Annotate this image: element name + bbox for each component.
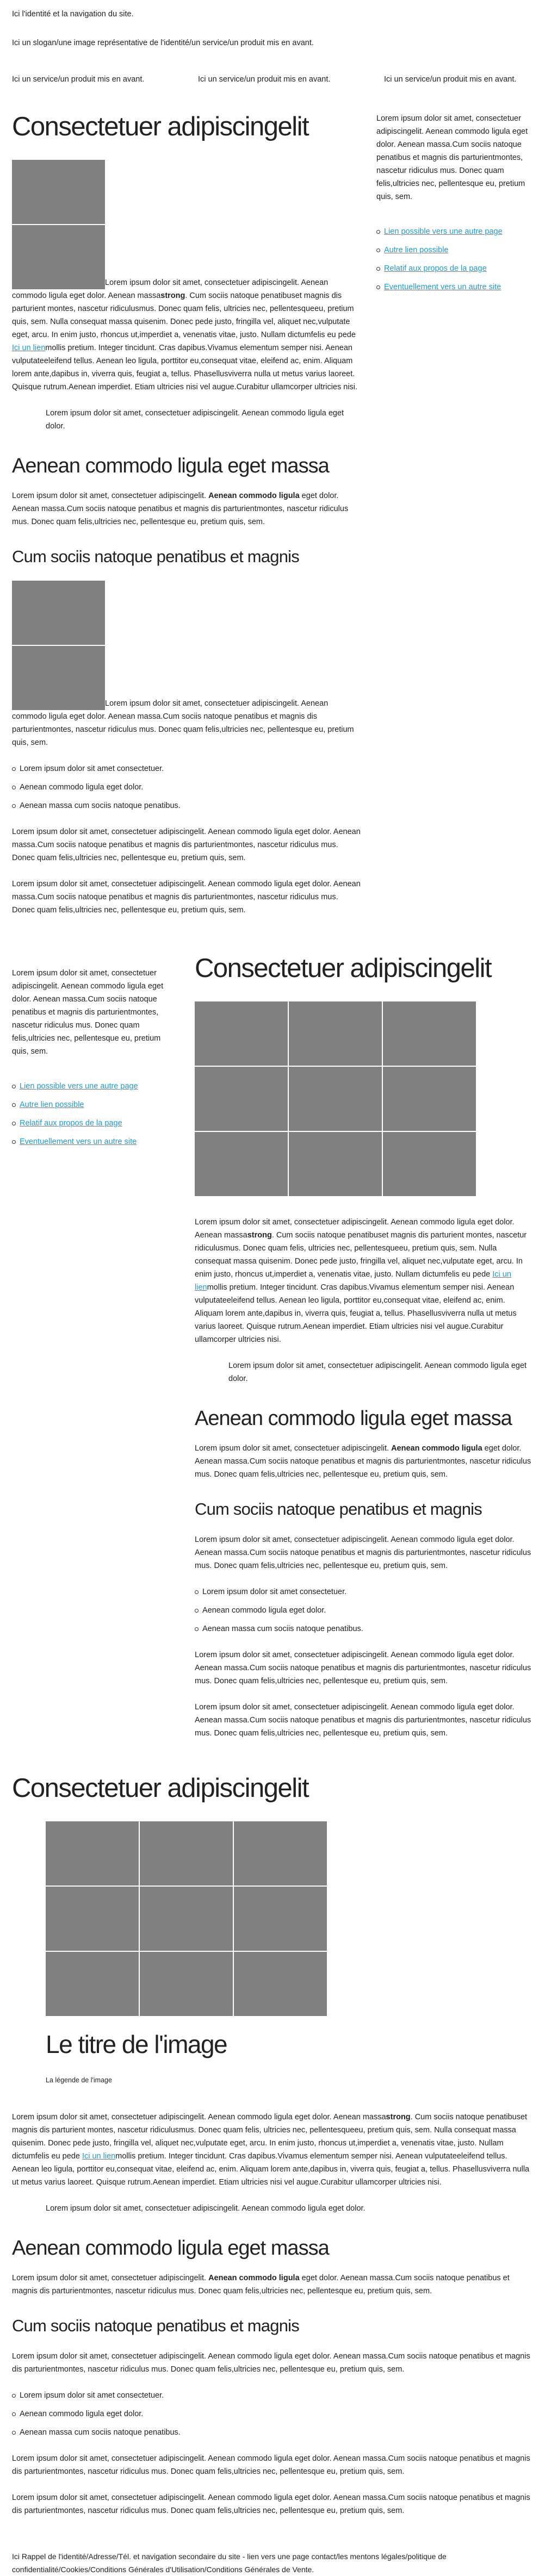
section-1 <box>12 111 533 930</box>
bold-paragraph: Lorem ipsum dolor sit amet, consectetuer adipiscingelit. Aenean commodo ligula eget dolor. Aenean massa.Cum sociis natoque penatibus et magnis dis parturientmontes, nascetur ridiculus mus. Donec quam felis,ultricies nec, pellentesque eu, pretium quis, sem. <box>12 491 349 526</box>
figure-title: Le titre de l'image <box>46 2030 227 2058</box>
sidebar-link[interactable]: Autre lien possible <box>20 1100 84 1109</box>
image-tile <box>289 1067 382 1131</box>
sidebar-link-item <box>12 1098 175 1111</box>
image-tile <box>46 1952 139 2016</box>
paragraph: Lorem ipsum dolor sit amet, consectetuer adipiscingelit. Aenean commodo ligula eget dolor. Aenean massa.Cum sociis natoque penatibus et magnis dis parturientmontes, nascetur ridiculus mus. Donec quam felis,ultricies nec, pellentesque eu, pretium quis, sem. <box>12 827 361 862</box>
sidebar-link-item <box>376 281 533 294</box>
figure-caption: La légende de l'image <box>46 2076 112 2084</box>
image-tile <box>289 1132 382 1196</box>
inline-link[interactable]: Ici un lien <box>82 2152 116 2161</box>
image-placeholder <box>12 160 105 289</box>
circle-bullet-icon <box>195 1590 199 1594</box>
list-item: Aenean massa cum sociis natoque penatibus. <box>12 799 363 812</box>
main-content <box>12 111 363 930</box>
inline-link[interactable]: Ici un lien <box>195 1270 511 1292</box>
paragraph: Lorem ipsum dolor sit amet, consectetuer adipiscingelit. Aenean commodo ligula eget dolor. Aenean massa.Cum sociis natoque penatibus et magnis dis parturientmontes, nascetur ridiculus mus. Donec quam felis,ultricies nec, pellentesque eu, pretium quis, sem. <box>12 2352 530 2374</box>
list-item: Lorem ipsum dolor sit amet consectetuer. <box>12 762 363 775</box>
service-3: Ici un service/un produit mis en avant. <box>384 75 517 84</box>
image-tile <box>195 1132 288 1196</box>
sidebar-link[interactable]: Relatif aux propos de la page <box>20 1119 122 1128</box>
image-tile <box>46 1887 139 1951</box>
paragraph: Lorem ipsum dolor sit amet, consectetuer adipiscingelit. Aenean commodo ligula eget dolor. Aenean massa.Cum sociis natoque penatibus et magnis dis parturientmontes, nascetur ridiculus mus. Donec quam felis,ultricies nec, pellentesque eu, pretium quis, sem. <box>12 2454 530 2476</box>
circle-bullet-icon <box>195 1609 199 1613</box>
subheading-3: Cum sociis natoque penatibus et magnis <box>195 1499 482 1519</box>
circle-bullet-icon <box>12 804 16 808</box>
circle-bullet-icon <box>195 1627 199 1631</box>
bold-paragraph: Lorem ipsum dolor sit amet, consectetuer adipiscingelit. Aenean commodo ligula eget dolor. Aenean massa.Cum sociis natoque penatibus et magnis dis parturientmontes, nascetur ridiculus mus. Donec quam felis,ultricies nec, pellentesque eu, pretium quis, sem. <box>12 2274 510 2295</box>
paragraph: Lorem ipsum dolor sit amet, consectetuer adipiscingelit. Aenean commodo ligula eget dolor. Aenean massa.Cum sociis natoque penatibus et magnis dis parturientmontes, nascetur ridiculus mus. Donec quam felis,ultricies nec, pellentesque eu, pretium quis, sem. <box>12 880 361 914</box>
image-tile <box>383 1001 476 1066</box>
circle-bullet-icon <box>12 786 16 789</box>
image-paragraph: Lorem ipsum dolor sit amet, consectetuer adipiscingelit. Aenean commodo ligula eget dolor. Aenean massa.Cum sociis natoque penatibus et magnis dis parturientmontes, nascetur ridiculus mus. Donec quam felis,ultricies nec, pellentesque eu, pretium quis, sem. <box>12 581 363 749</box>
list-item: Aenean commodo ligula eget dolor. <box>12 2407 533 2421</box>
sidebar-link[interactable]: Relatif aux propos de la page <box>384 264 487 273</box>
image-placeholder <box>12 581 105 710</box>
image-tile <box>234 1887 327 1951</box>
image-tile <box>12 225 105 289</box>
circle-bullet-icon <box>12 1103 16 1107</box>
site-header <box>12 0 533 36</box>
circle-bullet-icon <box>12 1140 16 1144</box>
subheading-3: Cum sociis natoque penatibus et magnis <box>12 2316 299 2335</box>
sidebar-text: Lorem ipsum dolor sit amet, consectetuer adipiscingelit. Aenean commodo ligula eget dolor. Aenean massa.Cum sociis natoque penatibus et magnis dis parturientmontes, nascetur ridiculus mus. Donec quam felis,ultricies nec, pellentesque eu, pretium quis, sem. <box>376 114 528 201</box>
circle-bullet-icon <box>12 767 16 771</box>
sidebar-link-item <box>12 1080 175 1093</box>
image-tile <box>289 1001 382 1066</box>
image-tile <box>234 1952 327 2016</box>
sidebar-link[interactable]: Lien possible vers une autre page <box>384 227 503 236</box>
circle-bullet-icon <box>12 2394 16 2398</box>
paragraph: Lorem ipsum dolor sit amet, consectetuer adipiscingelit. Aenean commodo ligula eget dolor. Aenean massa.Cum sociis natoque penatibus et magnis dis parturientmontes, nascetur ridiculus mus. Donec quam felis,ultricies nec, pellentesque eu, pretium quis, sem. <box>195 1703 531 1738</box>
circle-bullet-icon <box>12 2431 16 2435</box>
image-placeholder <box>195 1001 476 1196</box>
sidebar-link-item <box>12 1135 175 1148</box>
blockquote: Lorem ipsum dolor sit amet, consectetuer adipiscingelit. Aenean commodo ligula eget dolor. <box>228 1361 527 1383</box>
long-paragraph: Lorem ipsum dolor sit amet, consectetuer adipiscingelit. Aenean commodo ligula eget dolor. Aenean massastrong. Cum sociis natoque penatibuset magnis dis parturient montes, nascetur ridiculusmus. Donec quam felis, ultricies nec, pellentesqueeu, pretium quis, sem. Nulla consequat massa quisenim. Donec pede justo, fringilla vel, aliquet nec,vulputate eget, arcu. In enim justo, rhoncus ut,imperdiet a, venenatis vitae, justo. Nullam dictumfelis eu pede Ici un lienmollis pretium. Integer tincidunt. Cras dapibus.Vivamus elementum semper nisi. Aenean vulputateeleifend tellus. Aenean leo ligula, porttitor eu,consequat vitae, eleifend ac, enim. Aliquam lorem ante,dapibus in, viverra quis, feugiat a, tellus. Phasellusviverra nulla ut metus varius laoreet. Quisque rutrum.Aenean imperdiet. Etiam ultricies nisi vel augue.Curabitur ullamcorper ultricies nisi. <box>12 2113 530 2187</box>
paragraph: Lorem ipsum dolor sit amet, consectetuer adipiscingelit. Aenean commodo ligula eget dolor. Aenean massa.Cum sociis natoque penatibus et magnis dis parturientmontes, nascetur ridiculus mus. Donec quam felis,ultricies nec, pellentesque eu, pretium quis, sem. <box>12 2493 530 2515</box>
sidebar-link-item <box>376 244 533 257</box>
sidebar <box>376 111 533 930</box>
header-identity: Ici l'identité et la navigation du site. <box>12 10 134 18</box>
sidebar-link[interactable]: Eventuellement vers un autre site <box>20 1137 137 1146</box>
subheading: Aenean commodo ligula eget massa <box>12 2237 329 2260</box>
list-item: Lorem ipsum dolor sit amet consectetuer. <box>12 2389 533 2402</box>
image-tile <box>383 1067 476 1131</box>
slogan: Ici un slogan/une image représentative de l'identité/un service/un produit mis en avant. <box>12 39 314 47</box>
sidebar-links <box>12 1080 175 1148</box>
image-tile <box>140 1821 233 1886</box>
image-tile <box>12 581 105 645</box>
sidebar <box>12 953 175 1753</box>
circle-bullet-icon <box>376 230 380 234</box>
bold-paragraph: Lorem ipsum dolor sit amet, consectetuer adipiscingelit. Aenean commodo ligula eget dolor. Aenean massa.Cum sociis natoque penatibus et magnis dis parturientmontes, nascetur ridiculus mus. Donec quam felis,ultricies nec, pellentesque eu, pretium quis, sem. <box>195 1444 531 1479</box>
image-tile <box>195 1001 288 1066</box>
section-title: Consectetuer adipiscingelit <box>12 112 309 141</box>
circle-bullet-icon <box>12 2412 16 2416</box>
paragraph: Lorem ipsum dolor sit amet, consectetuer adipiscingelit. Aenean commodo ligula eget dolor. Aenean massa.Cum sociis natoque penatibus et magnis dis parturientmontes, nascetur ridiculus mus. Donec quam felis,ultricies nec, pellentesque eu, pretium quis, sem. <box>195 1651 531 1685</box>
image-tile <box>140 1887 233 1951</box>
circle-bullet-icon <box>12 1085 16 1088</box>
bullet-list <box>195 1585 533 1635</box>
list-item: Aenean commodo ligula eget dolor. <box>195 1604 533 1617</box>
inline-link[interactable]: Ici un lien <box>12 344 46 352</box>
image-tile <box>195 1067 288 1131</box>
subheading-3: Cum sociis natoque penatibus et magnis <box>12 547 299 566</box>
section-title: Consectetuer adipiscingelit <box>12 1774 309 1803</box>
section-3 <box>12 1772 533 2517</box>
sidebar-link[interactable]: Eventuellement vers un autre site <box>384 283 501 291</box>
sidebar-link[interactable]: Autre lien possible <box>384 246 449 254</box>
image-placeholder <box>46 1821 327 2016</box>
blockquote: Lorem ipsum dolor sit amet, consectetuer adipiscingelit. Aenean commodo ligula eget dolor. <box>46 409 344 431</box>
service-2: Ici un service/un produit mis en avant. <box>198 75 331 84</box>
list-item: Aenean massa cum sociis natoque penatibus. <box>195 1622 533 1635</box>
long-paragraph: Lorem ipsum dolor sit amet, consectetuer adipiscingelit. Aenean commodo ligula eget dolor. Aenean massastrong. Cum sociis natoque penatibuset magnis dis parturient montes, nascetur ridiculusmus. Donec quam felis, ultricies nec, pellentesqueeu, pretium quis, sem. Nulla consequat massa quisenim. Donec pede justo, fringilla vel, aliquet nec,vulputate eget, arcu. In enim justo, rhoncus ut,imperdiet a, venenatis vitae, justo. Nullam dictumfelis eu pede Ici un lienmollis pretium. Integer tincidunt. Cras dapibus.Vivamus elementum semper nisi. Aenean vulputateeleifend tellus. Aenean leo ligula, porttitor eu,consequat vitae, eleifend ac, enim. Aliquam lorem ante,dapibus in, viverra quis, feugiat a, tellus. Phasellusviverra nulla ut metus varius laoreet. Quisque rutrum.Aenean imperdiet. Etiam ultricies nisi vel augue.Curabitur ullamcorper ultricies nisi. <box>12 160 363 394</box>
circle-bullet-icon <box>376 248 380 252</box>
subheading: Aenean commodo ligula eget massa <box>12 455 329 477</box>
image-tile <box>234 1821 327 1886</box>
image-tile <box>140 1952 233 2016</box>
section-2 <box>12 953 533 1753</box>
list-item: Lorem ipsum dolor sit amet consectetuer. <box>195 1585 533 1598</box>
site-footer: Ici Rappel de l'identité/Adresse/Tél. et navigation secondaire du site - lien vers une page contact/les mentons légales/politique de confidentialité/Cookies/Conditions Générales d'Utilisation/Conditions Générales de Vente. <box>12 2552 447 2574</box>
paragraph: Lorem ipsum dolor sit amet, consectetuer adipiscingelit. Aenean commodo ligula eget dolor. Aenean massa.Cum sociis natoque penatibus et magnis dis parturientmontes, nascetur ridiculus mus. Donec quam felis,ultricies nec, pellentesque eu, pretium quis, sem. <box>195 1535 531 1570</box>
service-1: Ici un service/un produit mis en avant. <box>12 75 145 84</box>
subheading: Aenean commodo ligula eget massa <box>195 1407 512 1430</box>
bullet-list <box>12 762 363 812</box>
long-paragraph: Lorem ipsum dolor sit amet, consectetuer adipiscingelit. Aenean commodo ligula eget dolor. Aenean massastrong. Cum sociis natoque penatibuset magnis dis parturient montes, nascetur ridiculusmus. Donec quam felis, ultricies nec, pellentesqueeu, pretium quis, sem. Nulla consequat massa quisenim. Donec pede justo, fringilla vel, aliquet nec,vulputate eget, arcu. In enim justo, rhoncus ut,imperdiet a, venenatis vitae, justo. Nullam dictumfelis eu pede Ici un lienmollis pretium. Integer tincidunt. Cras dapibus.Vivamus elementum semper nisi. Aenean vulputateeleifend tellus. Aenean leo ligula, porttitor eu,consequat vitae, eleifend ac, enim. Aliquam lorem ante,dapibus in, viverra quis, feugiat a, tellus. Phasellusviverra nulla ut metus varius laoreet. Quisque rutrum.Aenean imperdiet. Etiam ultricies nisi vel augue.Curabitur ullamcorper ultricies nisi. <box>195 1218 527 1344</box>
image-tile <box>383 1132 476 1196</box>
image-tile <box>46 1821 139 1886</box>
image-tile <box>12 646 105 710</box>
sidebar-link-item <box>12 1117 175 1130</box>
sidebar-link-item <box>376 225 533 238</box>
services-row <box>12 73 533 111</box>
sidebar-link-item <box>376 262 533 275</box>
sidebar-text: Lorem ipsum dolor sit amet, consectetuer adipiscingelit. Aenean commodo ligula eget dolor. Aenean massa.Cum sociis natoque penatibus et magnis dis parturientmontes, nascetur ridiculus mus. Donec quam felis,ultricies nec, pellentesque eu, pretium quis, sem. <box>12 969 164 1056</box>
sidebar-link[interactable]: Lien possible vers une autre page <box>20 1082 138 1091</box>
main-content <box>195 953 533 1753</box>
circle-bullet-icon <box>376 285 380 289</box>
bullet-list <box>12 2389 533 2439</box>
list-item: Aenean commodo ligula eget dolor. <box>12 781 363 794</box>
blockquote: Lorem ipsum dolor sit amet, consectetuer adipiscingelit. Aenean commodo ligula eget dolor. <box>46 2204 366 2213</box>
circle-bullet-icon <box>12 1122 16 1125</box>
figure <box>46 1821 533 2016</box>
circle-bullet-icon <box>376 267 380 271</box>
image-tile <box>12 160 105 224</box>
list-item: Aenean massa cum sociis natoque penatibus. <box>12 2426 533 2439</box>
section-title: Consectetuer adipiscingelit <box>195 954 492 983</box>
sidebar-links <box>376 225 533 294</box>
